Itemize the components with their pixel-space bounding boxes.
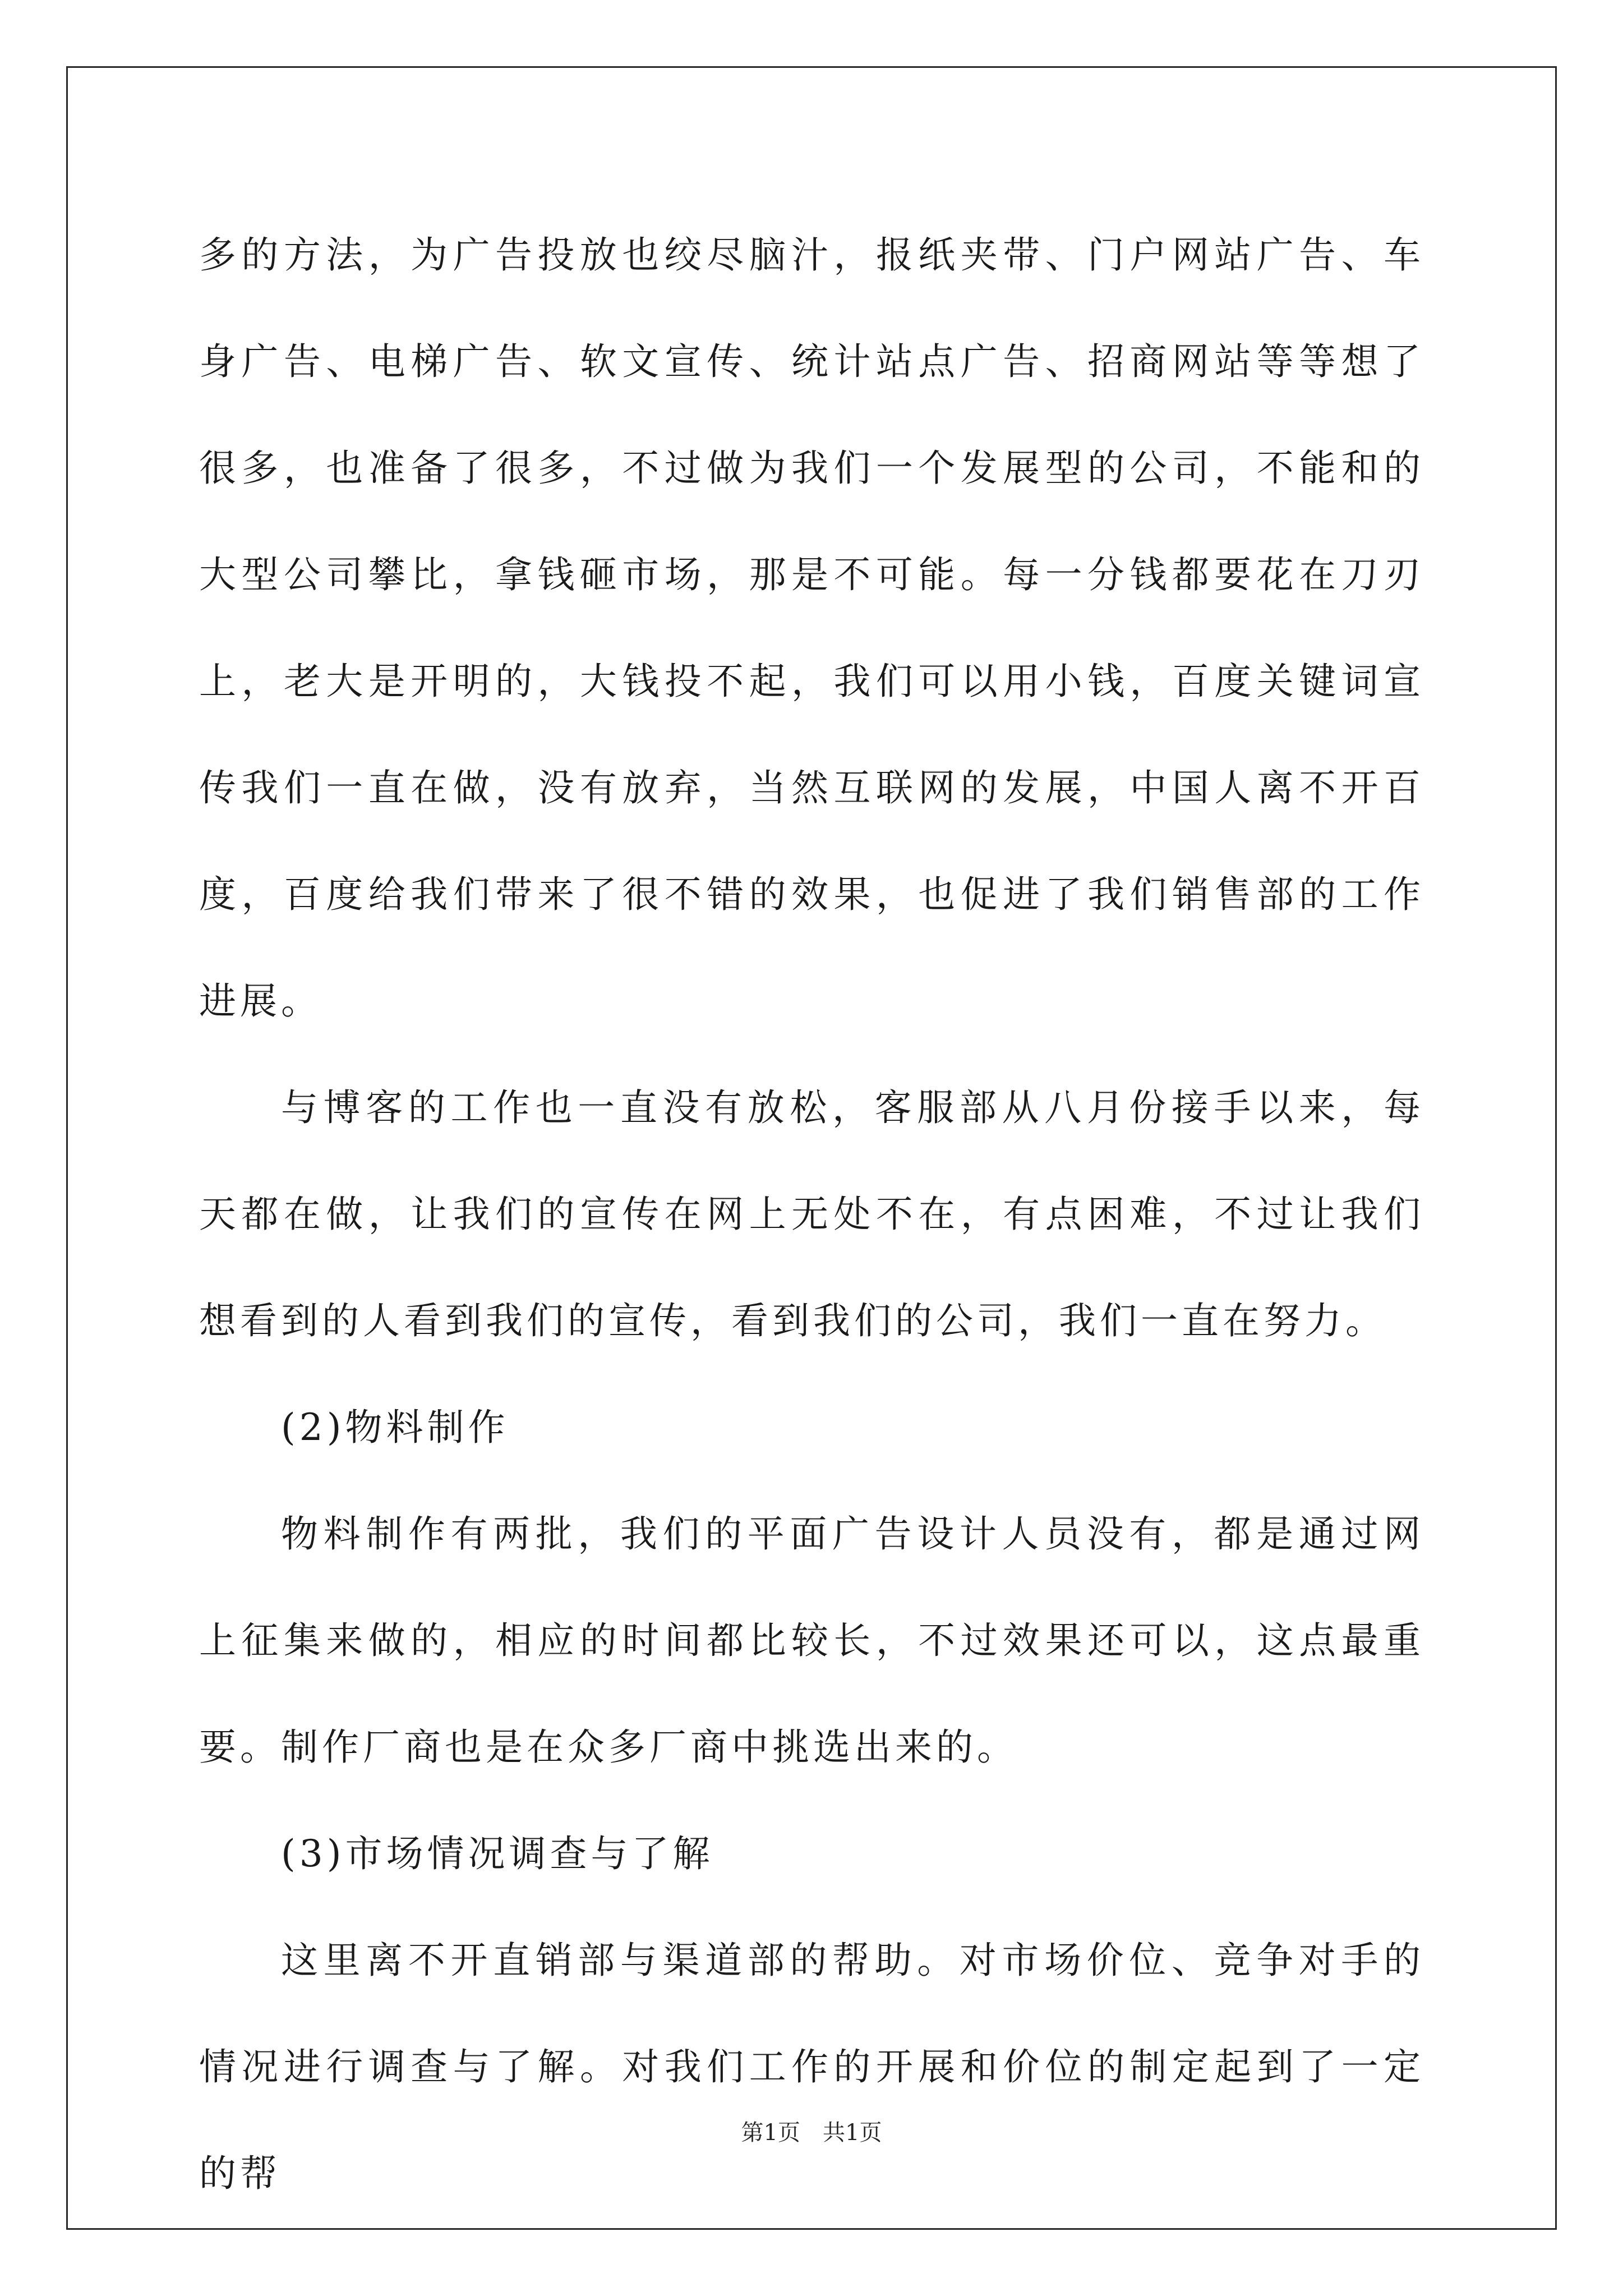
section-heading-market-survey: (3)市场情况调查与了解: [281, 1832, 714, 1875]
paragraph-1: 多的方法，为广告投放也绞尽脑汁，报纸夹带、门户网站广告、车身广告、电梯广告、软文宣传、统计站点广告、招商网站等等想了很多，也准备了很多，不过做为我们一个发展型的公司，不能和的大型公司攀比，拿钱砸市场，那是不可能。每一分钱都要花在刀刃上，老大是开明的，大钱投不起，我们可以用小钱，百度关键词宣传我们一直在做，没有放弃，当然互联网的发展，中国人离不开百度，百度给我们带来了很不错的效果，也促进了我们销售部的工作进展。: [199, 233, 1424, 1023]
paragraph-2: 与博客的工作也一直没有放松，客服部从八月份接手以来，每天都在做，让我们的宣传在网上无处不在，有点困难，不过让我们想看到的人看到我们的宣传，看到我们的公司，我们一直在努力。: [199, 1086, 1424, 1342]
paragraph-3: 物料制作有两批，我们的平面广告设计人员没有，都是通过网上征集来做的，相应的时间都比较长，不过效果还可以，这点最重要。制作厂商也是在众多厂商中挑选出来的。: [199, 1512, 1424, 1769]
document-body: [199, 202, 1424, 2227]
section-heading-materials: (2)物料制作: [281, 1406, 509, 1449]
page-number-current: 第1页: [741, 2120, 800, 2146]
page-footer: [0, 2115, 1623, 2147]
page-number-total: 共1页: [823, 2120, 882, 2146]
paragraph-4: 这里离不开直销部与渠道部的帮助。对市场价位、竞争对手的情况进行调查与了解。对我们工作的开展和价位的制定起到了一定的帮: [199, 1939, 1424, 2195]
